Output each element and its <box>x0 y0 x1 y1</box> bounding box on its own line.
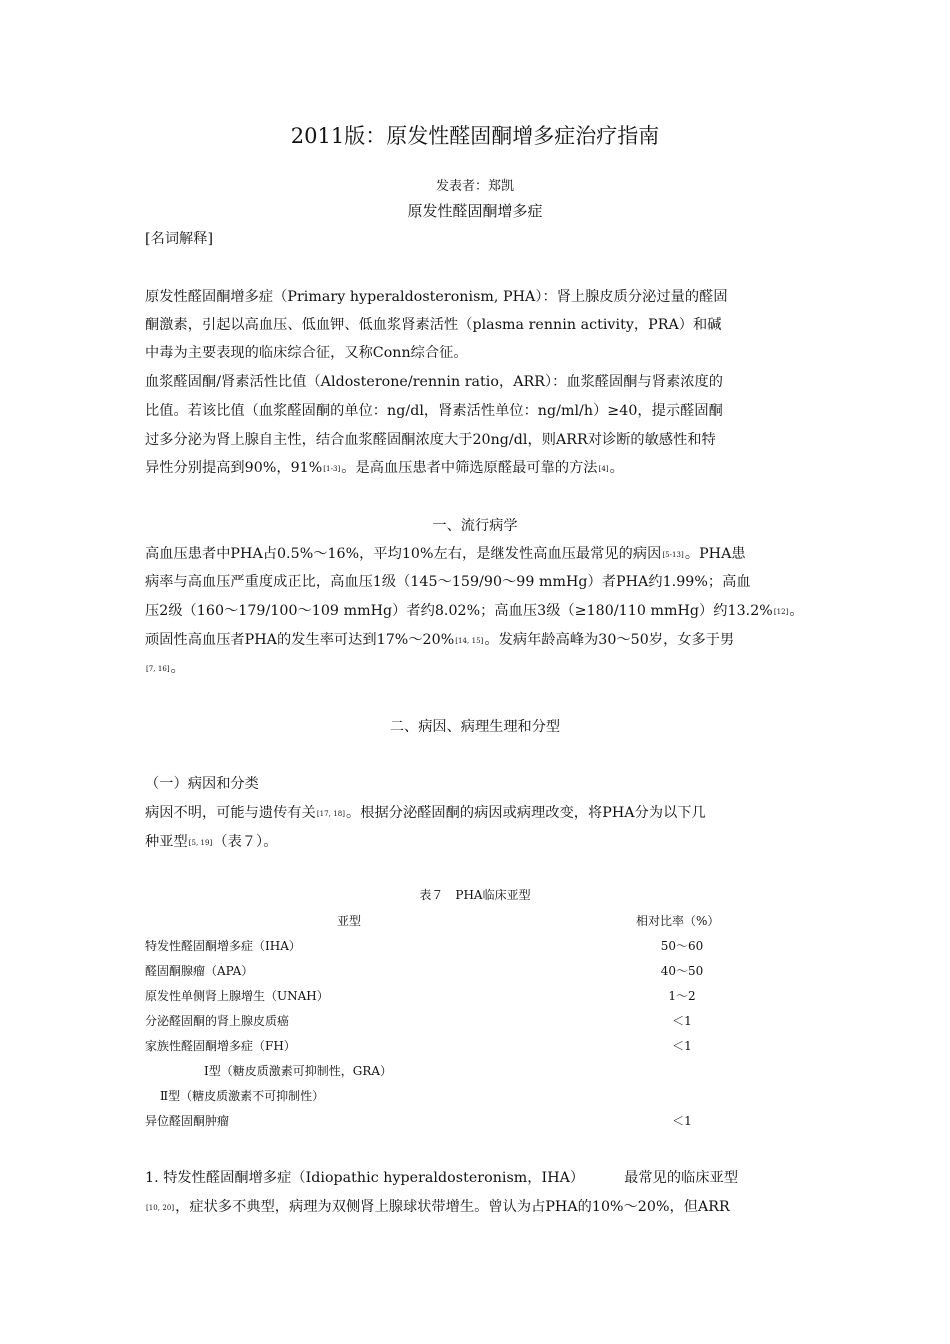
text-run: 异性分别提高到90%，91% <box>145 460 323 476</box>
text-run: （表７）。 <box>213 834 278 850</box>
table-cell-name: 分泌醛固酮的肾上腺皮质癌 <box>145 1014 290 1028</box>
paragraph-line <box>145 657 185 677</box>
text-run: 种亚型 <box>145 834 188 850</box>
table-cell-name: Ⅰ型（糖皮质激素可抑制性，GRA） <box>204 1064 393 1078</box>
document-title: 2011版：原发性醛固酮增多症治疗指南 <box>290 124 660 148</box>
section-heading: 二、病因、病理生理和分型 <box>389 719 561 735</box>
text-run: 高血压患者中PHA占0.5%～16%，平均10%左右，是继发性高血压最常见的病因 <box>145 546 662 562</box>
table-caption: 表７ PHA临床亚型 <box>419 888 531 902</box>
paragraph-line <box>145 1167 738 1187</box>
terms-header: [名词解释] <box>145 231 214 247</box>
text-run: 顽固性高血压者PHA的发生率可达到17%～20% <box>145 632 455 648</box>
paragraph-line: 原发性醛固酮增多症（Primary hyperaldosteronism, PHA）：肾上腺皮质分泌过量的醛固 <box>145 289 728 305</box>
text-run: 。PHA患 <box>684 546 746 562</box>
paragraph-line: 过多分泌为肾上腺自主性，结合血浆醛固酮浓度大于20ng/dl，则ARR对诊断的敏感性和特 <box>145 432 716 448</box>
table-cell-name: Ⅱ型（糖皮质激素不可抑制性） <box>160 1089 325 1103</box>
citation-ref: [12] <box>773 607 789 616</box>
table-cell-value: 50～60 <box>660 939 704 953</box>
table-header-ratio: 相对比率（%） <box>636 914 720 928</box>
text-run: 。发病年龄高峰为30～50岁，女多于男 <box>484 632 735 648</box>
table-cell-value: 40～50 <box>660 964 704 978</box>
text-run: 。 <box>170 660 185 676</box>
text-run: 。 <box>609 460 624 476</box>
table-cell-value: ＜1 <box>672 1039 692 1053</box>
citation-ref: [14, 15] <box>455 636 484 645</box>
text-run: 。根据分泌醛固酮的病因或病理改变，将PHA分为以下几 <box>346 805 706 821</box>
citation-ref: [17, 18] <box>316 809 345 818</box>
text-run: 病因不明，可能与遗传有关 <box>145 805 316 821</box>
table-cell-name: 原发性单侧肾上腺增生（UNAH） <box>145 989 329 1003</box>
author-line: 发表者：郑凯 <box>435 179 514 194</box>
citation-ref: [7, 16] <box>146 664 170 673</box>
table-cell-value: 1～2 <box>668 989 696 1003</box>
table-cell-name: 醛固酮腺瘤（APA） <box>145 964 254 978</box>
table-cell-name: 特发性醛固酮增多症（IHA） <box>145 939 301 953</box>
paragraph-line: 血浆醛固酮/肾素活性比值（Aldosterone/rennin ratio，ARR）：血浆醛固酮与肾素浓度的 <box>145 374 723 390</box>
text-run: 。 <box>789 603 804 619</box>
paragraph-line <box>145 802 706 822</box>
citation-ref: [10, 20] <box>146 1203 175 1212</box>
text-run: ，症状多不典型，病理为双侧肾上腺球状带增生。曾认为占PHA的10%～20%，但ARR <box>175 1199 730 1215</box>
paragraph-line <box>145 457 624 477</box>
paragraph-line <box>145 600 804 620</box>
document-subtitle: 原发性醛固酮增多症 <box>407 202 543 220</box>
citation-ref: [1-3] <box>323 464 341 473</box>
paragraph-line: 比值。若该比值（血浆醛固酮的单位：ng/dl，肾素活性单位：ng/ml/h）≥40，提示醛固酮 <box>145 403 723 419</box>
paragraph-line: 酮激素，引起以高血压、低血钾、低血浆肾素活性（plasma rennin activity，PRA）和碱 <box>145 317 722 333</box>
paragraph-line <box>145 1196 730 1216</box>
citation-ref: [5, 19] <box>188 838 213 847</box>
citation-ref: [4] <box>598 464 609 473</box>
citation-ref: [5-13] <box>662 550 684 559</box>
table-cell-name: 家族性醛固酮增多症（FH） <box>145 1039 296 1053</box>
text-run: 压2级（160～179/100～109 mmHg）者约8.02%；高血压3级（≥180/110 mmHg）约13.2% <box>145 603 773 619</box>
paragraph-line: 中毒为主要表现的临床综合征，又称Conn综合征。 <box>145 345 468 361</box>
paragraph-line: 病率与高血压严重度成正比，高血压1级（145～159/90～99 mmHg）者PHA约1.99%；高血 <box>145 574 751 590</box>
table-cell-value: ＜1 <box>672 1114 692 1128</box>
paragraph-line <box>145 543 746 563</box>
paragraph-line <box>145 629 734 649</box>
paragraph-line <box>145 831 277 851</box>
text-run: 最常见的临床亚型 <box>624 1170 739 1186</box>
text-run: 1. 特发性醛固酮增多症（Idiopathic hyperaldosteronism，IHA） <box>145 1170 585 1186</box>
text-run: 。是高血压患者中筛选原醛最可靠的方法 <box>341 460 598 476</box>
section-heading: 一、流行病学 <box>432 518 518 534</box>
table-header-subtype: 亚型 <box>337 914 362 928</box>
subsection-heading: （一）病因和分类 <box>145 776 259 792</box>
table-cell-value: ＜1 <box>672 1014 692 1028</box>
table-cell-name: 异位醛固酮肿瘤 <box>145 1114 230 1128</box>
